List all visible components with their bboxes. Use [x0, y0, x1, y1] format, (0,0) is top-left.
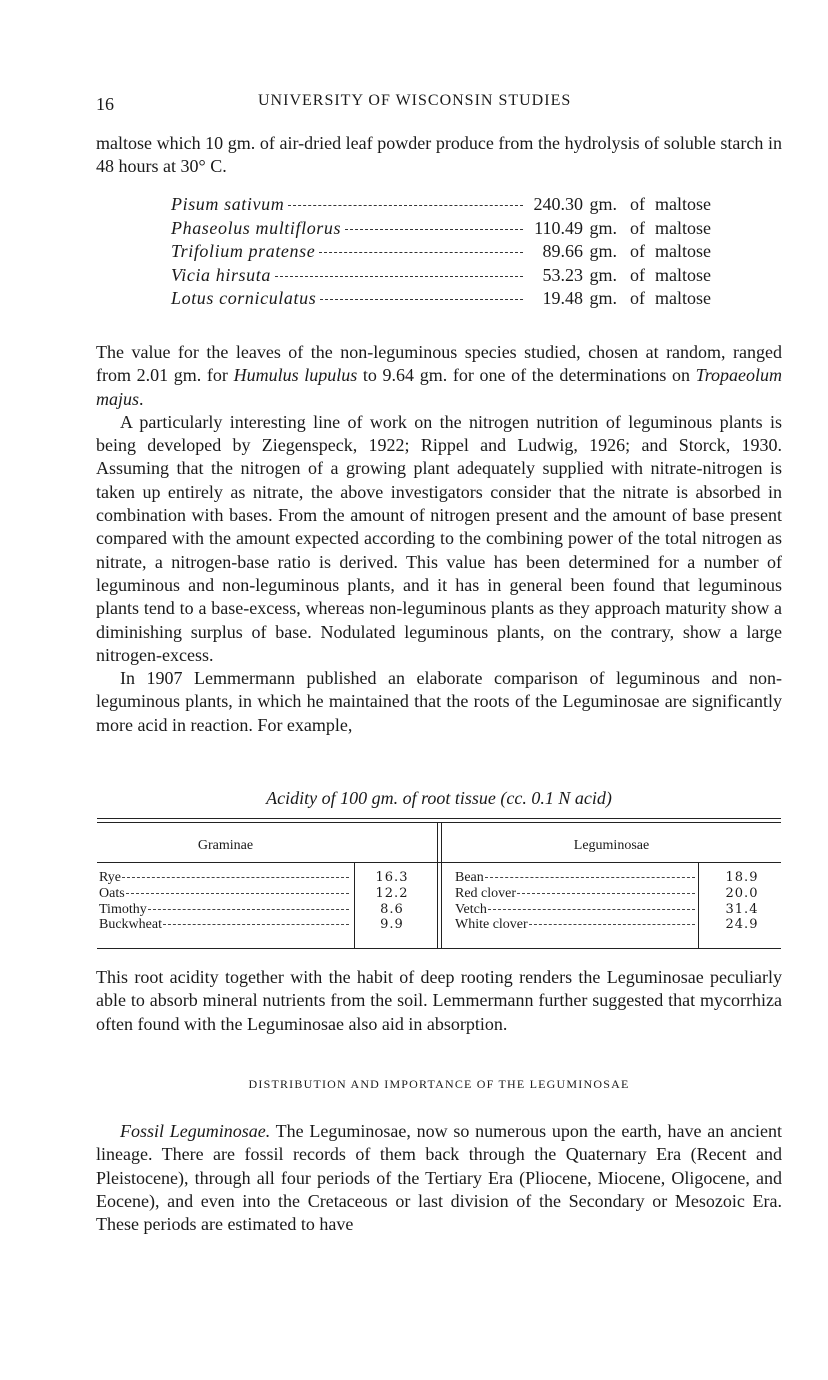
of-word: of [630, 288, 645, 309]
cell-text: Vetch [455, 902, 487, 917]
leader-dots [488, 909, 695, 910]
cell-text: Bean [455, 870, 484, 885]
maltose-row [171, 241, 711, 265]
leader-dots [275, 276, 523, 277]
cell-text: Oats [99, 886, 125, 901]
text-run: The value for the leaves of the non-leguminous species studied, chosen at random, ranged from 2.01 gm. for [96, 342, 782, 386]
substance: maltose [655, 217, 711, 238]
table-row-name [455, 886, 695, 902]
maltose-row [171, 265, 711, 289]
of-word: of [630, 264, 645, 285]
leader-dots [163, 924, 349, 925]
maltose-value: 110.49 [534, 217, 583, 238]
maltose-list [171, 194, 711, 312]
table-row-value: 18.9 [725, 870, 759, 885]
table-row-value: 20.0 [725, 886, 759, 901]
of-word: of [630, 194, 645, 214]
table-row-value: 12.2 [375, 886, 409, 901]
paragraph-lemmermann: In 1907 Lemmermann published an elaborate comparison of leguminous and non-leguminous plants, in which he maintained that the roots of the Leguminosae are significantly more acid in reaction. For example, [96, 668, 782, 735]
table-row-value: 31.4 [725, 902, 759, 917]
table-row-value: 16.3 [375, 870, 409, 885]
paragraph-lead: Fossil Leguminosae. [120, 1121, 271, 1141]
cell-text: Buckwheat [99, 917, 162, 932]
table-caption: Acidity of 100 gm. of root tissue (cc. 0.1 N acid) [266, 788, 612, 808]
substance: maltose [655, 288, 711, 309]
maltose-row [171, 288, 711, 312]
maltose-row [171, 218, 711, 242]
unit: gm. [589, 241, 617, 262]
unit: gm. [589, 288, 617, 309]
leader-dots [529, 924, 695, 925]
maltose-value: 53.23 [542, 264, 583, 285]
leader-dots [148, 909, 349, 910]
substance: maltose [655, 194, 711, 214]
leader-dots [320, 299, 523, 300]
cell-text: Red clover [455, 886, 517, 901]
running-head: UNIVERSITY OF WISCONSIN STUDIES [258, 92, 572, 109]
table-rule-bottom [97, 948, 781, 949]
leader-dots [126, 893, 349, 894]
table-row-name [455, 902, 695, 918]
species-name: Trifolium pratense [171, 241, 316, 262]
table-row-name [455, 870, 695, 886]
leader-dots [319, 252, 523, 253]
substance: maltose [655, 264, 711, 285]
table-column-rule [354, 862, 355, 948]
body-paragraphs [96, 341, 782, 737]
table-row-value: 9.9 [380, 917, 404, 932]
page-number: 16 [96, 94, 114, 114]
cell-text: White clover [455, 917, 528, 932]
paragraph-nitrogen: A particularly interesting line of work on the nitrogen nutrition of leguminous plants is being developed by Ziegenspeck, 1922; Rippel and Ludwig, 1926; and Storck, 1930. Assuming that the nitrogen of a growing plant adequately supplied with nitrate-nitrogen is taken up entirely as nitrate, the above investigators consider that the nitrate is absorbed in combination with bases. From the amount of nitrogen present and the amount of base present compared with the amount expected according to the combining power of the total nitrogen as nitrate, a nitrogen-base ratio is derived. This value has been determined for a number of leguminous and non-leguminous plants, and it has in general been found that leguminous plants tend to a base-excess, whereas non-leguminous plants as they approach maturity show a diminishing surplus of base. Nodulated leguminous plants, on the contrary, show a large nitrogen-excess. [96, 411, 782, 665]
maltose-value: 89.66 [542, 241, 583, 262]
leader-dots [288, 205, 523, 206]
maltose-row [171, 194, 711, 218]
cell-text: Timothy [99, 902, 147, 917]
text-run: to 9.64 gm. for one of the determinations on [357, 365, 696, 386]
paragraph-fossil [96, 1120, 782, 1236]
text-run: . [139, 388, 144, 409]
section-heading: DISTRIBUTION AND IMPORTANCE OF THE LEGUMINOSAE [248, 1077, 630, 1091]
table-row-name [99, 902, 349, 918]
table-row-name [99, 870, 349, 886]
table-column-rule [698, 862, 699, 948]
species-italic: Humulus lupulus [233, 365, 358, 386]
leader-dots [517, 893, 695, 894]
paragraph-root-acidity: This root acidity together with the habit of deep rooting renders the Leguminosae peculiarly able to absorb mineral nutrients from the soil. Lemmermann further suggested that mycorrhiza often found with the Leguminosae also aid in absorption. [96, 967, 782, 1034]
leader-dots [485, 877, 695, 878]
maltose-value: 19.48 [542, 288, 583, 309]
table-row-name [99, 886, 349, 902]
group-header-graminae: Graminae [197, 838, 254, 853]
table-row-name [455, 917, 695, 933]
species-name: Vicia hirsuta [171, 264, 271, 285]
intro-paragraph: maltose which 10 gm. of air-dried leaf powder produce from the hydrolysis of soluble starch in 48 hours at 30° C. [96, 133, 782, 177]
species-italic: Tropaeolum majus [96, 365, 783, 409]
of-word: of [630, 217, 645, 238]
substance: maltose [655, 241, 711, 262]
group-header-leguminosae: Leguminosae [573, 838, 650, 853]
maltose-value: 240.30 [533, 194, 583, 214]
leader-dots [345, 229, 523, 230]
species-name: Lotus corniculatus [171, 288, 317, 309]
unit: gm. [589, 194, 617, 214]
species-name: Pisum sativum [171, 194, 285, 214]
table-row-value: 8.6 [380, 902, 404, 917]
leader-dots [122, 877, 349, 878]
table-row-value: 24.9 [725, 917, 759, 932]
cell-text: Rye [99, 870, 121, 885]
unit: gm. [589, 264, 617, 285]
paragraph-leaf-values [96, 341, 782, 411]
unit: gm. [589, 217, 617, 238]
species-name: Phaseolus multiflorus [171, 217, 342, 238]
text-run: The Leguminosae, now so numerous upon the earth, have an ancient lineage. There are fossil records of them back through the Quaternary Era (Recent and Pleistocene), through all four periods of the Tertiary Era (Pliocene, Miocene, Oligocene, and Eocene), and even into the Cretaceous or last division of the Secondary or Mesozoic Era. These periods are estimated to have [96, 1121, 782, 1235]
table-row-name [99, 917, 349, 933]
of-word: of [630, 241, 645, 262]
acidity-table [97, 818, 781, 950]
